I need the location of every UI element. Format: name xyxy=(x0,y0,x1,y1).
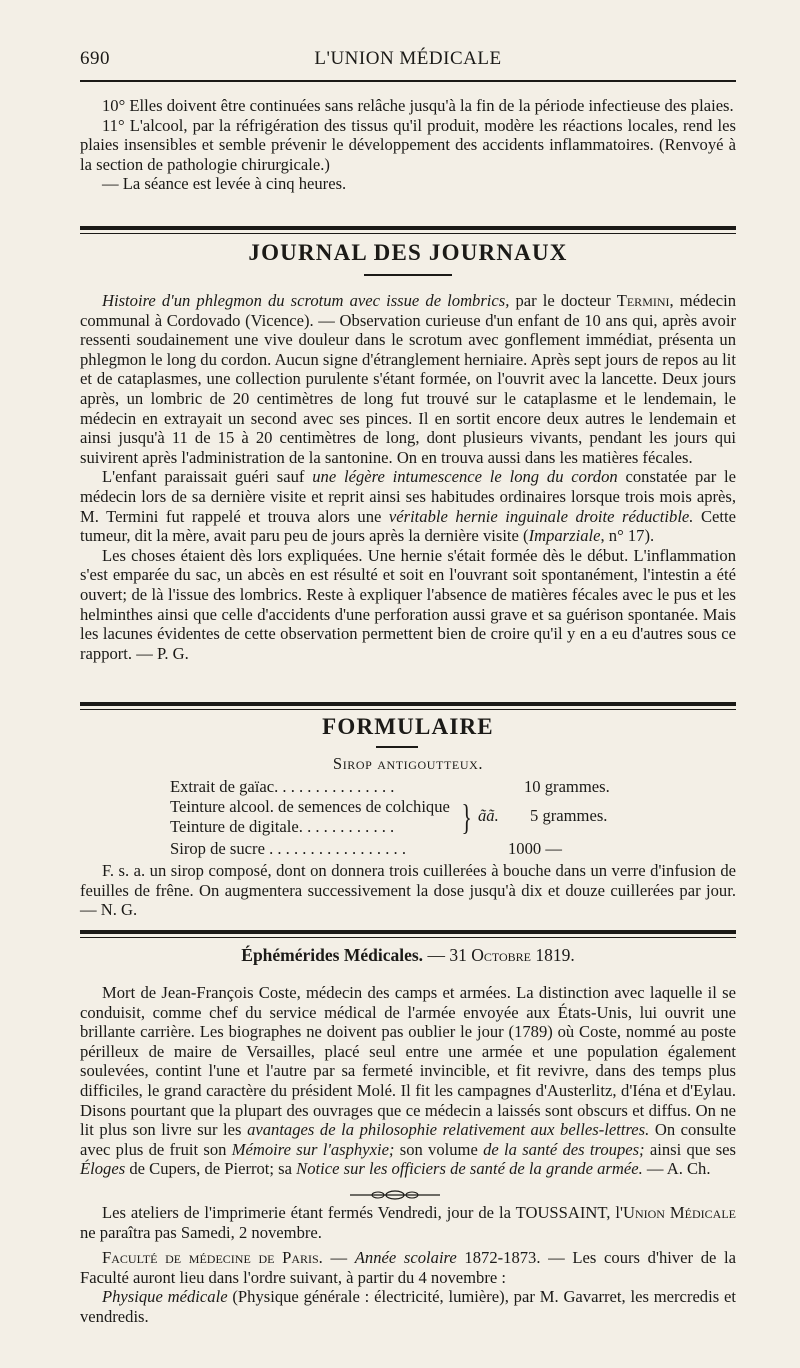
p2-text-b: constatée par le médecin lors de sa dernière visite et reprit ainsi ses habitudes ordinaires lorsque trois mois après, M. Termini fut rappelé et trouva alors une xyxy=(80,467,736,526)
recipe-row xyxy=(170,777,394,797)
eph-italic-5: Notice sur les officiers de santé de la grande armée. xyxy=(296,1159,643,1179)
section-rule-thick xyxy=(80,930,736,934)
ephemerides-title xyxy=(80,945,736,966)
section-rule-thin xyxy=(80,709,736,710)
notice-dash: — xyxy=(322,1248,355,1268)
journal-paragraph-1 xyxy=(80,291,736,467)
notice-text-a: Les ateliers de l'imprimerie étant fermés Vendredi, jour de la TOUSSAINT, l' xyxy=(102,1203,623,1222)
journal-paragraph-1-body: , médecin communal à Cordovado (Vicence). — Observation curieuse d'un enfant de 10 ans qui, après avoir ressenti soudainement une vive douleur dans le scrotum avec gonflement immédiat, présenta un phlegmon le long du cordon. Aucun signe d'étranglement herniaire. Après sept jours de repos au lit et de cataplasmes, une collection purulente s'étant formée, on l'ouvrit avec la lancette. Deux jours après, un lombric de 20 centimètres de long fut trouvé sur le cataplasme et le lendemain, le médecin en extrayait un second avec ses pinces. Il en sortit encore deux autres le lendemain et ainsi jusqu'à 11 de 15 à 20 centimètres de long, dont plusieurs vivants, pendant les jours qui suivirent après l'administration de la santonine. On en trouva aussi dans les matières fécales. xyxy=(80,291,736,467)
faculty-notice xyxy=(80,1248,736,1287)
journal-name: Union Médicale xyxy=(622,1203,736,1222)
journal-paragraph-3: Les choses étaient dès lors expliquées. Une hernie s'était formée dès le début. L'inflammation s'est emparée du sac, un abcès en est résulté et soit en l'ouvrant soit spontanément, l'intestin a été ouvert; de là l'issue des lombrics. Reste à expliquer l'absence de matières fécales avec le pus et les helminthes ainsi que celle d'accidents d'une perforation aussi grave et sa guérison spontanée. Mais les lacunes évidentes de cette observation permettent bien de croire qu'il y en a eu d'autres sous ce rapport. — P. G. xyxy=(80,545,736,663)
school-year-label: Année scolaire xyxy=(354,1248,457,1268)
eph-italic-1: avantages de la philosophie relativement aux belles-lettres. xyxy=(247,1120,650,1140)
eph-text-a: Mort de Jean-François Coste, médecin des camps et armées. La distinction avec laquelle il se conduisit, comme chef du service médical de l'armée envoyée aux États-Unis, lui ouvrit une brillante carrière. Les biographes ne doivent pas oublier le jour (1789) où Coste, nommé au poste périlleux de maire de Versailles, placé seul entre une armée et une population également soulevées, contint l'une et l'autre par sa fermeté invincible, et fit revivre, dans des temps plus difficiles, le grand caractère du président Molé. Il fit les campagnes d'Austerlitz, d'Iéna et d'Eylau. Disons pourtant que la plupart des ouvrages que ce médecin a laissés sont obscurs et diffus. On ne lit plus son livre sur les xyxy=(80,983,736,1140)
running-title: L'UNION MÉDICALE xyxy=(314,48,502,69)
recipe-qty: 5 grammes. xyxy=(530,806,608,825)
eph-text-c: son volume xyxy=(394,1139,484,1159)
eph-text-f: — A. Ch. xyxy=(642,1159,711,1179)
faculty-notice-body: 1872-1873. — Les cours d'hiver de la Faculté auront lieu dans l'ordre suivant, à partir du 4 novembre : xyxy=(80,1248,737,1287)
formulaire-section-title: FORMULAIRE xyxy=(322,714,494,739)
article-title: Histoire d'un phlegmon du scrotum avec issue de lombrics, xyxy=(102,291,510,310)
eph-text-e: de Cupers, de Pierrot; sa xyxy=(125,1159,297,1179)
p2-italic-3: Imparziale xyxy=(528,526,601,546)
section-rule-thick xyxy=(80,226,736,230)
ornament-divider xyxy=(350,1188,440,1202)
page-header xyxy=(80,46,736,74)
p2-text-c: Cette tumeur, dit la mère, avait paru peu de jours après la dernière visite ( xyxy=(80,506,736,546)
intro-paragraph-10: 10° Elles doivent être continuées sans relâche jusqu'à la fin de la période infectieuse des plaies. xyxy=(102,96,734,115)
journal-block xyxy=(80,291,736,663)
eph-italic-4: Éloges xyxy=(80,1159,126,1179)
ingredient-name: Teinture de digitale. . . . . . . . . . . . xyxy=(170,817,395,836)
title-underline xyxy=(364,274,452,276)
eph-italic-2: Mémoire sur l'asphyxie; xyxy=(231,1139,395,1159)
ingredient-name: Teinture alcool. de semences de colchique xyxy=(170,797,450,816)
printing-notice xyxy=(80,1203,736,1242)
ephemerides-paragraph xyxy=(80,983,736,1179)
section-rule-thick xyxy=(80,702,736,706)
recipe-row xyxy=(170,797,450,817)
page-number: 690 xyxy=(80,48,110,69)
ingredient-name: Extrait de gaïac. . . . . . . . . . . . . . . xyxy=(170,777,395,796)
ingredient-name: Sirop de sucre . . . . . . . . . . . . . . . . . xyxy=(170,839,406,858)
course-name: Physique médicale xyxy=(102,1287,228,1307)
author-name: Termini xyxy=(616,291,670,310)
section-rule-thin xyxy=(80,937,736,938)
notices-block xyxy=(80,1203,736,1327)
recipe-row xyxy=(170,817,394,837)
eph-italic-3: de la santé des troupes; xyxy=(483,1139,645,1159)
intro-block xyxy=(80,96,736,194)
recipe-row xyxy=(170,839,406,859)
intro-paragraph-11: 11° L'alcool, par la réfrigération des tissus qu'il produit, modère les réactions locales, rend les plaies insensibles et semble prévenir le développement des accidents inflammatoires. (Renvoyé à la section de pathologie chirurgicale.) xyxy=(80,115,736,174)
byline-text: par le docteur xyxy=(509,291,617,310)
ephemerides-title-bold: Éphémérides Médicales. xyxy=(241,945,424,965)
title-underline xyxy=(376,746,418,748)
p2-text-a: L'enfant paraissait guéri sauf xyxy=(102,467,313,487)
section-rule-thin xyxy=(80,233,736,234)
course-details: (Physique générale : électricité, lumière), par M. Gavarret, les mercredis et vendredis. xyxy=(80,1287,736,1326)
ephemerides-date: — 31 Octobre 1819. xyxy=(423,945,575,965)
recipe-qty: 1000 — xyxy=(508,839,562,858)
p2-italic-1: une légère intumescence le long du cordon xyxy=(312,467,618,487)
recipe-brace: } xyxy=(461,797,472,837)
recipe-qty: 10 grammes. xyxy=(524,777,610,796)
eph-text-d: ainsi que ses xyxy=(644,1139,736,1159)
p2-text-d: , n° 17). xyxy=(600,526,655,546)
eph-text-b: On consulte avec plus de fruit son xyxy=(80,1120,736,1159)
journal-section-title: JOURNAL DES JOURNAUX xyxy=(248,240,568,265)
recipe-instructions: F. s. a. un sirop composé, dont on donnera trois cuillerées à bouche dans un verre d'infusion de feuilles de frêne. On augmentera successivement la dose jusqu'à dix et douze cuillerées par jour. — N. G. xyxy=(80,861,736,920)
recipe-aa: ãã. xyxy=(478,806,499,825)
journal-paragraph-2 xyxy=(80,467,736,545)
recipe-title: Sirop antigoutteux. xyxy=(332,754,484,773)
faculty-name: Faculté de médecine de Paris. xyxy=(102,1248,323,1268)
recipe-instructions-block xyxy=(80,861,736,920)
notice-text-b: ne paraîtra pas Samedi, 2 novembre. xyxy=(80,1222,322,1242)
p2-italic-2: véritable hernie inguinale droite réductible. xyxy=(388,506,694,526)
session-closed-line: — La séance est levée à cinq heures. xyxy=(102,174,347,194)
header-rule xyxy=(80,80,736,82)
course-entry xyxy=(80,1287,736,1326)
ephemerides-block xyxy=(80,983,736,1179)
